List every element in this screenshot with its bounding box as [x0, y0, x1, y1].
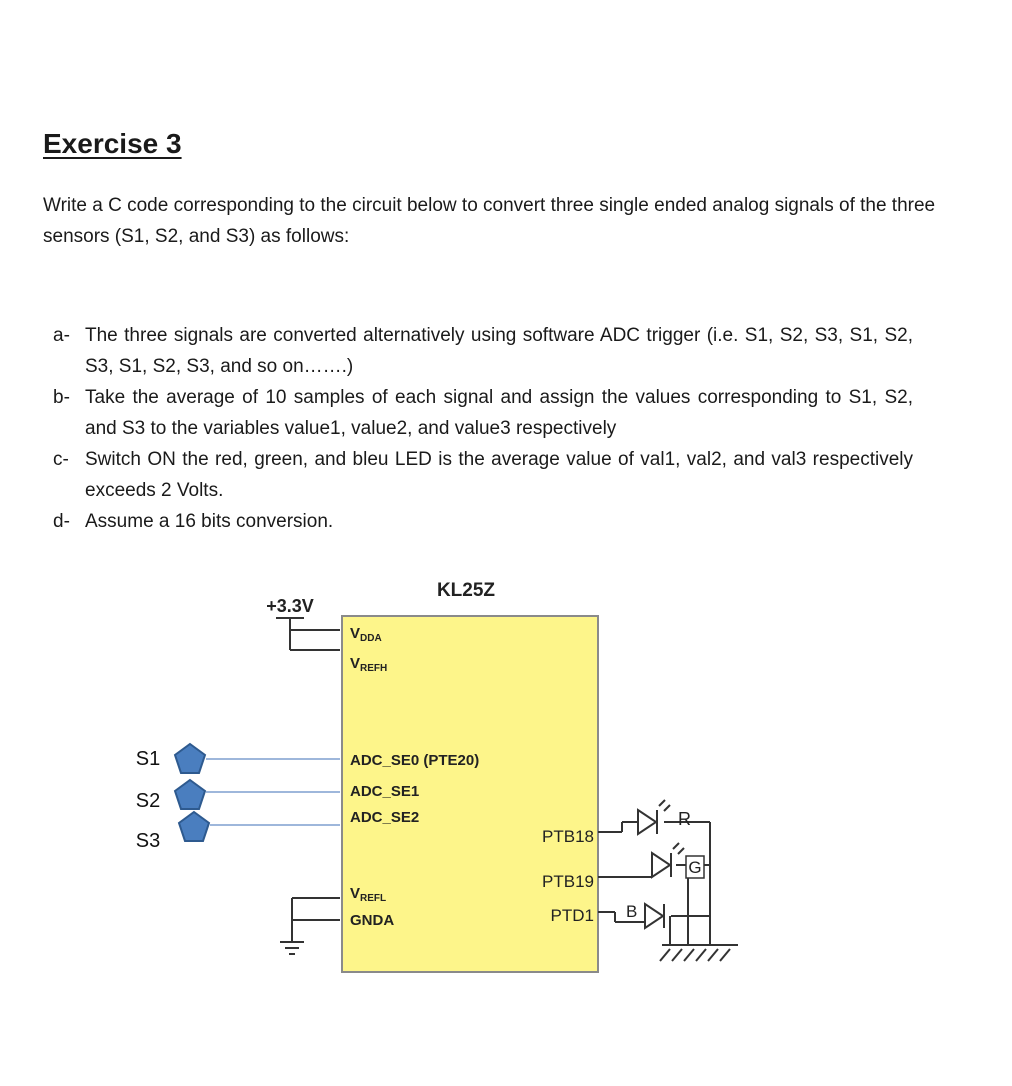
list-marker-a: a- — [53, 325, 70, 346]
sensor-icon-s3 — [179, 812, 209, 841]
analog-ground-symbol — [280, 898, 340, 954]
sensor-s1 — [136, 744, 340, 773]
led-label-g: G — [688, 858, 702, 877]
gnda-label: GNDA — [350, 912, 395, 929]
sensor-label-s3: S3 — [135, 830, 161, 852]
list-marker-b: b- — [53, 387, 70, 408]
sensor-icon-s2 — [175, 780, 205, 809]
list-marker-d: d- — [53, 511, 70, 532]
adc-pin-2: ADC_SE2 — [350, 809, 420, 826]
adc-pin-1: ADC_SE1 — [350, 783, 420, 800]
chip-label: KL25Z — [436, 580, 496, 601]
adc-pin-0: ADC_SE0 (PTE20) — [350, 752, 480, 769]
vrefh-label: $V_{REFH}$ — [350, 655, 388, 674]
list-item-c — [43, 444, 913, 506]
led-green — [652, 843, 684, 877]
exercise-title: Exercise 3 — [43, 128, 182, 159]
sensor-label-s1: S1 — [135, 748, 161, 770]
sensor-s2 — [136, 780, 340, 812]
sensor-icon-s1 — [175, 744, 205, 773]
led-blue — [645, 904, 664, 928]
led-wiring — [598, 822, 710, 945]
requirements-list — [43, 320, 913, 537]
led-label-r: R — [678, 809, 691, 829]
intro-paragraph: Write a C code corresponding to the circuit below to convert three single ended analog signals of the three sensors (S1, S2, and S3) as follows: — [43, 195, 936, 247]
sensor-label-s2: S2 — [135, 790, 161, 812]
sensor-s3 — [136, 812, 340, 852]
supply-symbol — [276, 618, 340, 650]
supply-label: +3.3V — [266, 596, 314, 616]
led-pin-ptb18: PTB18 — [542, 827, 594, 846]
list-marker-c: c- — [53, 449, 69, 470]
led-label-b: B — [626, 902, 638, 921]
led-pin-ptd1: PTD1 — [550, 906, 594, 925]
led-ground-symbol — [660, 945, 738, 961]
list-item-a — [43, 320, 913, 382]
list-item-b — [43, 382, 913, 444]
led-red — [638, 800, 670, 834]
vdda-label: $V_{DDA}$ — [350, 625, 382, 644]
list-text-c: Switch ON the red, green, and bleu LED is the average value of val1, val2, and val3 respectively exceeds 2 Volts. — [85, 449, 913, 501]
vrefl-label: $V_{REFL}$ — [350, 885, 387, 904]
led-pin-ptb19: PTB19 — [542, 872, 594, 891]
list-text-a: The three signals are converted alternatively using software ADC trigger (i.e. S1, S2, S3, S1, S2, S3, S1, S2, S3, and so on…….) — [85, 325, 913, 377]
list-text-d: Assume a 16 bits conversion. — [85, 511, 334, 532]
circuit-diagram — [0, 560, 1012, 980]
list-text-b: Take the average of 10 samples of each signal and assign the values corresponding to S1, S2, and S3 to the variables value1, value2, and value3 respectively — [85, 387, 913, 439]
list-item-d — [43, 506, 913, 537]
